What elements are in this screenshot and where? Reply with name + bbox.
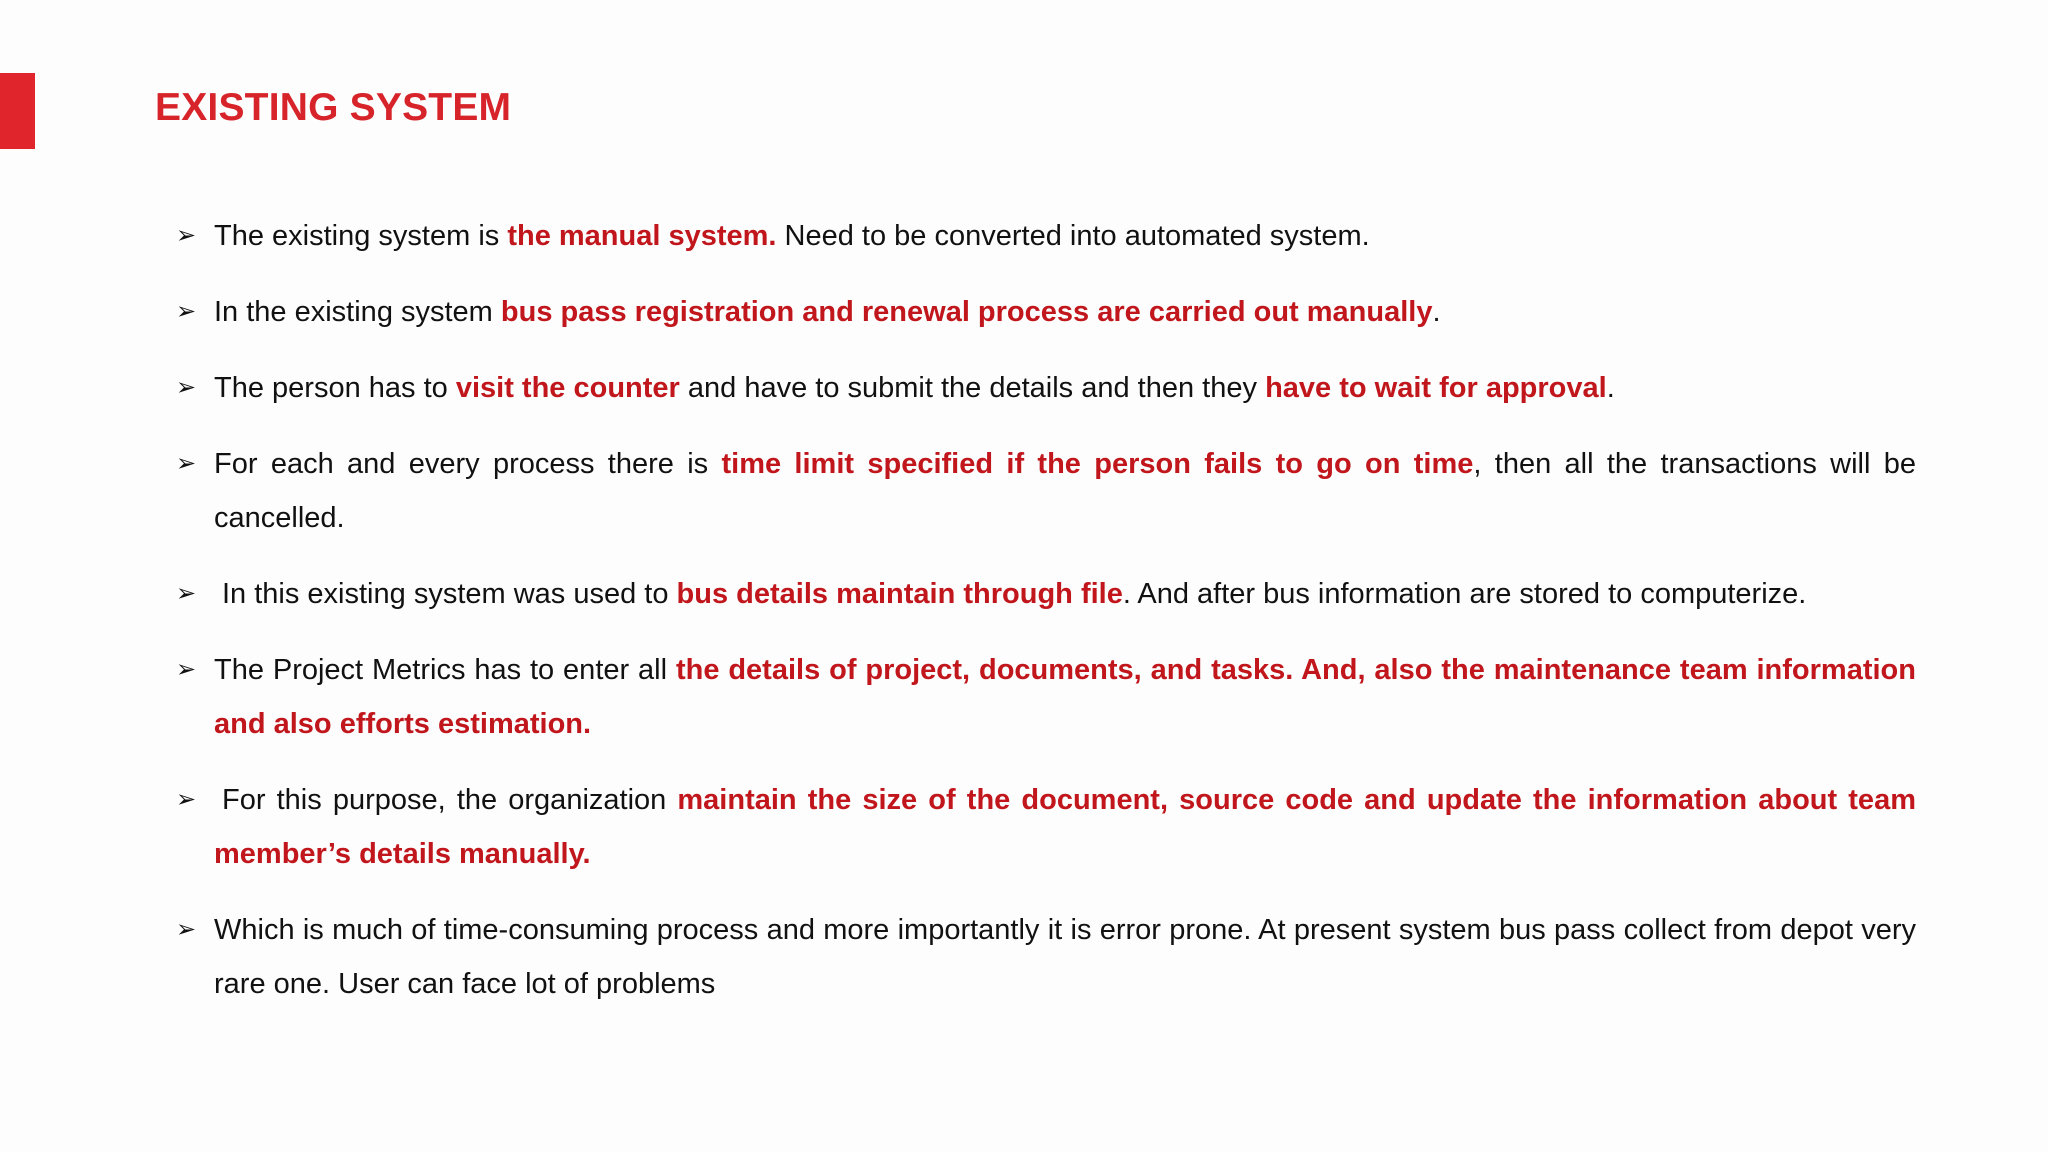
arrowhead-bullet-icon: ➢: [176, 786, 197, 813]
arrowhead-bullet-icon: ➢: [176, 222, 197, 249]
bullet-text: For each and every process there is: [214, 448, 722, 480]
arrowhead-bullet-icon: ➢: [176, 298, 197, 325]
bullet-item-3: [172, 361, 1916, 415]
bullet-item-4: [172, 437, 1916, 545]
bullet-highlight: bus details maintain through file: [676, 578, 1123, 610]
bullet-text: For this purpose, the organization: [222, 784, 678, 816]
bullet-text: and have to submit the details and then they: [679, 372, 1266, 404]
bullet-text: The person has to: [214, 372, 456, 404]
bullet-item-6: [172, 643, 1916, 751]
bullet-text: .: [1432, 296, 1441, 328]
arrowhead-bullet-icon: ➢: [176, 450, 197, 477]
bullet-highlight: visit the counter: [455, 372, 680, 404]
slide-title: EXISTING SYSTEM: [155, 86, 512, 129]
bullet-highlight: bus pass registration and renewal process are carried out manually: [500, 296, 1433, 328]
bullet-text: . And after bus information are stored to computerize.: [1122, 578, 1807, 610]
bullet-item-8: [172, 903, 1916, 1011]
bullet-text: Which is much of time-consuming process and more importantly it is error prone. At present system bus pass collect from depot very rare one. User can face lot of problems: [214, 914, 1916, 1000]
bullet-highlight: maintain the size of the document, source code and update the information about team member’s details manually.: [214, 784, 1916, 870]
bullet-text: In this existing system was used to: [222, 578, 677, 610]
bullet-text: The existing system is: [214, 220, 508, 252]
bullet-highlight: the manual system.: [507, 220, 777, 252]
bullet-highlight: have to wait for approval: [1265, 372, 1607, 404]
bullet-text: The Project Metrics has to enter all: [214, 654, 676, 686]
bullet-text: .: [1606, 372, 1615, 404]
arrowhead-bullet-icon: ➢: [176, 580, 197, 607]
bullet-item-2: [172, 285, 1916, 339]
title-accent-bar: [0, 73, 35, 149]
arrowhead-bullet-icon: ➢: [176, 374, 197, 401]
bullet-list: [172, 209, 1916, 1033]
bullet-item-7: [172, 773, 1916, 881]
bullet-item-1: [172, 209, 1916, 263]
arrowhead-bullet-icon: ➢: [176, 916, 197, 943]
bullet-text: , then all the transactions will be cancelled.: [214, 448, 1916, 534]
bullet-text: Need to be converted into automated system.: [776, 220, 1370, 252]
bullet-highlight: time limit specified if the person fails to go on time: [721, 448, 1474, 480]
bullet-item-5: [172, 567, 1916, 621]
arrowhead-bullet-icon: ➢: [176, 656, 197, 683]
bullet-highlight: the details of project, documents, and tasks. And, also the maintenance team information and also efforts estimation.: [214, 654, 1916, 740]
bullet-text: In the existing system: [214, 296, 501, 328]
